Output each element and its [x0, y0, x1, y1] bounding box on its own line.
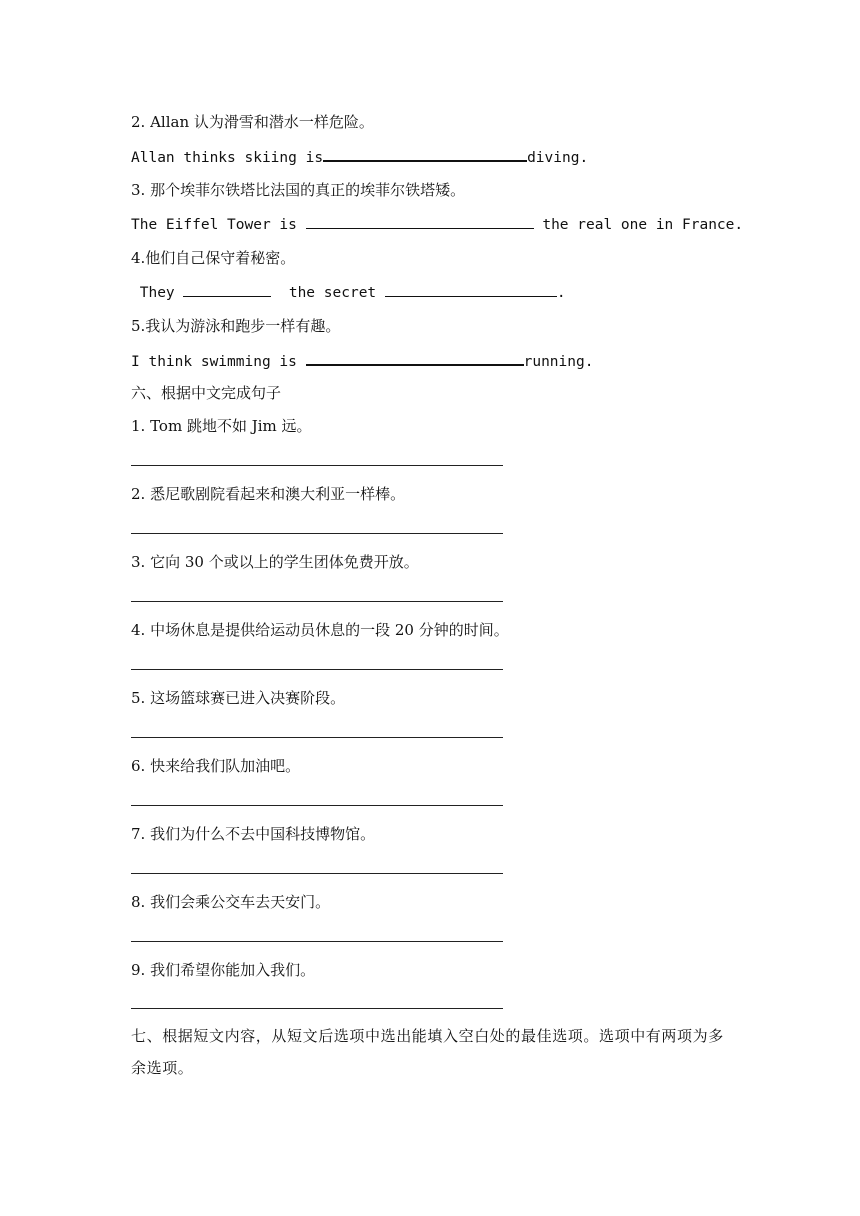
s6-item6-answer-line[interactable]: [131, 805, 503, 806]
s5-item2-blank[interactable]: [323, 146, 527, 162]
section7-title: 七、根据短文内容，从短文后选项中选出能填入空白处的最佳选项。选项中有两项为多余选项。: [131, 1027, 724, 1077]
s6-item9-answer-line[interactable]: [131, 1008, 503, 1009]
s5-item5-en-after: running.: [523, 354, 594, 370]
s5-item3-en-after: the real one in France.: [533, 217, 744, 233]
s5-item3-cn: 3. 那个埃菲尔铁塔比法国的真正的埃菲尔铁塔矮。: [131, 181, 466, 199]
s6-item9: 9. 我们希望你能加入我们。: [131, 961, 316, 979]
s6-item4: 4. 中场休息是提供给运动员休息的一段 20 分钟的时间。: [131, 621, 509, 639]
s5-item4-cn: 4.他们自己保守着秘密。: [131, 249, 296, 267]
s5-item4-blank-1[interactable]: [183, 282, 271, 297]
s6-item8-answer-line[interactable]: [131, 941, 503, 942]
s6-item2-answer-line[interactable]: [131, 533, 503, 534]
s5-item4-en: [131, 282, 566, 303]
s6-item2: 2. 悉尼歌剧院看起来和澳大利亚一样棒。: [131, 485, 406, 503]
s5-item5-en-before: I think swimming is: [131, 354, 306, 370]
s5-item2-cn: 2. Allan 认为滑雪和潜水一样危险。: [131, 113, 374, 131]
s5-item3-en: [131, 214, 743, 235]
s5-item5-cn: 5.我认为游泳和跑步一样有趣。: [131, 317, 341, 335]
s5-item5-blank[interactable]: [306, 350, 524, 366]
s6-item7: 7. 我们为什么不去中国科技博物馆。: [131, 825, 376, 843]
s5-item3-blank[interactable]: [306, 214, 534, 229]
s5-item5-en: [131, 350, 593, 372]
s5-item4-blank-2[interactable]: [385, 282, 557, 297]
s6-item1: 1. Tom 跳地不如 Jim 远。: [131, 417, 312, 435]
s5-item2-en: [131, 146, 588, 168]
s6-item6: 6. 快来给我们队加油吧。: [131, 757, 301, 775]
s5-item4-en-before: They: [131, 285, 184, 301]
s5-item4-en-mid: the secret: [271, 285, 385, 301]
s6-item1-answer-line[interactable]: [131, 465, 503, 466]
s6-item5-answer-line[interactable]: [131, 737, 503, 738]
s6-item4-answer-line[interactable]: [131, 669, 503, 670]
s6-item7-answer-line[interactable]: [131, 873, 503, 874]
s5-item2-en-before: Allan thinks skiing is: [131, 150, 324, 166]
s6-item3: 3. 它向 30 个或以上的学生团体免费开放。: [131, 553, 419, 571]
s5-item3-en-before: The Eiffel Tower is: [131, 217, 306, 233]
section6-title: 六、根据中文完成句子: [131, 384, 282, 402]
s6-item3-answer-line[interactable]: [131, 601, 503, 602]
s5-item2-en-after: diving.: [527, 150, 589, 166]
s6-item5: 5. 这场篮球赛已进入决赛阶段。: [131, 689, 346, 707]
s5-item4-en-after: .: [556, 285, 566, 301]
s6-item8: 8. 我们会乘公交车去天安门。: [131, 893, 331, 911]
